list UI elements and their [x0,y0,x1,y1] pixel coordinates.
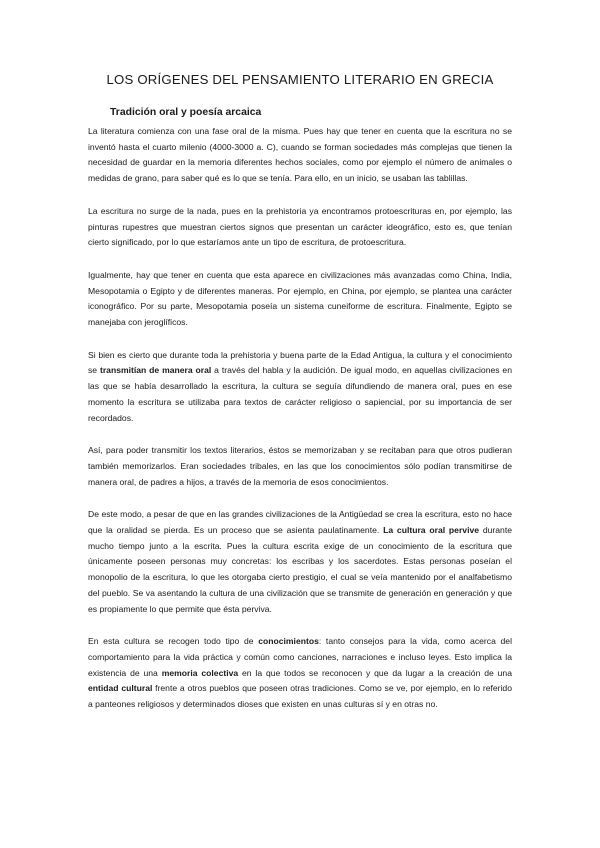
paragraph-7 [88,634,512,713]
paragraph-6-text-c: durante mucho tiempo junto a la escrita. Pues la cultura escrita exige de un conocimiento de la escritura que únicamente poseen personas muy concretas: los escribas y los sacerdotes. Estas personas poseían el monopolio de la escritura, lo que les otorgaba cierto prestigio, el cual se veía mantenido por el analfabetismo del pueblo. Se va asentando la cultura de una civilización que se transmite de generación en generación y que es propiamente lo que permite que ésta perviva. [88,525,512,614]
paragraph-7-bold-3: entidad cultural [88,683,153,694]
paragraph-6 [88,507,512,617]
paragraph-4-bold: transmitían de manera oral [99,365,212,376]
paragraph-4-text-a: Si bien es cierto que durante toda la prehistoria y buena parte de la Edad Antigua, la cultura y el conocimiento se [88,349,512,376]
paragraph-4 [88,348,512,427]
paragraph-5: Así, para poder transmitir los textos literarios, éstos se memorizaban y se recitaban para que otros pudieran también memorizarlos. Eran sociedades tribales, en las que los conocimientos sólo podían transmitirse de manera oral, de padres a hijos, a través de la memoria de esos conocimientos. [88,445,512,487]
paragraph-3: Igualmente, hay que tener en cuenta que esta aparece en civilizaciones más avanzadas como China, India, Mesopotamia o Egipto y de diferentes maneras. Por ejemplo, en China, por ejemplo, se plantea una carácter iconográfico. Por su parte, Mesopotamia poseía un sistema cuneiforme de escritura. Finalmente, Egipto se manejaba con jeroglíficos. [88,269,512,328]
paragraph-2: La escritura no surge de la nada, pues en la prehistoria ya encontramos protoescrituras en, por ejemplo, las pinturas rupestres que muestran ciertos signos que presentan un carácter ideográfico, esto es, que tenían cierto significado, por lo que estaríamos ante un tipo de escritura, de protoescritura. [88,205,512,248]
section-heading: Tradición oral y poesía arcaica [110,107,262,118]
paragraph-6-text-a: De este modo, a pesar de que en las grandes civilizaciones de la Antigüedad se crea la escritura, esto no hace que la oralidad se pierda. Es un proceso que se asienta paulatinamente. [88,509,512,536]
paragraph-7-text-a: En esta cultura se recogen todo tipo de [88,636,259,647]
paragraph-7-text-c: : tanto consejos para la vida, como acerca del comportamiento para la vida práctica y común como canciones, narraciones e incluso leyes. Esto implica la existencia de una [88,636,512,678]
paragraph-1: La literatura comienza con una fase oral de la misma. Pues hay que tener en cuenta que la escritura no se inventó hasta el cuarto milenio (4000-3000 a. C), cuando se forman sociedades más complejas que tienen la necesidad de guardar en la memoria diferentes hechos sociales, como por ejemplo el número de animales o medidas de grano, para saber qué es lo que se tenía. Para ello, en un inicio, se usaban las tablillas. [88,126,512,184]
paragraph-7-bold-1: conocimientos [258,636,319,647]
paragraph-7-bold-2: memoria colectiva [161,667,239,678]
paragraph-7-text-e: en la que todos se reconocen y que da lugar a la creación de una [238,667,512,678]
paragraph-7-text-g: frente a otros pueblos que poseen otras tradiciones. Como se ve, por ejemplo, en lo referido a panteones religiosos y determinados dioses que existen en unas culturas sí y en otras no. [88,683,512,710]
document-title: LOS ORÍGENES DEL PENSAMIENTO LITERARIO EN GRECIA [106,72,494,87]
paragraph-4-text-c: a través del habla y la audición. De igual modo, en aquellas civilizaciones en las que se había desarrollado la escritura, la cultura se seguía difundiendo de manera oral, pues en ese momento la escritura se utilizaba para textos de carácter religioso o sapiencial, por su importancia de ser recordados. [88,365,512,423]
paragraph-6-bold: La cultura oral pervive [383,525,480,536]
